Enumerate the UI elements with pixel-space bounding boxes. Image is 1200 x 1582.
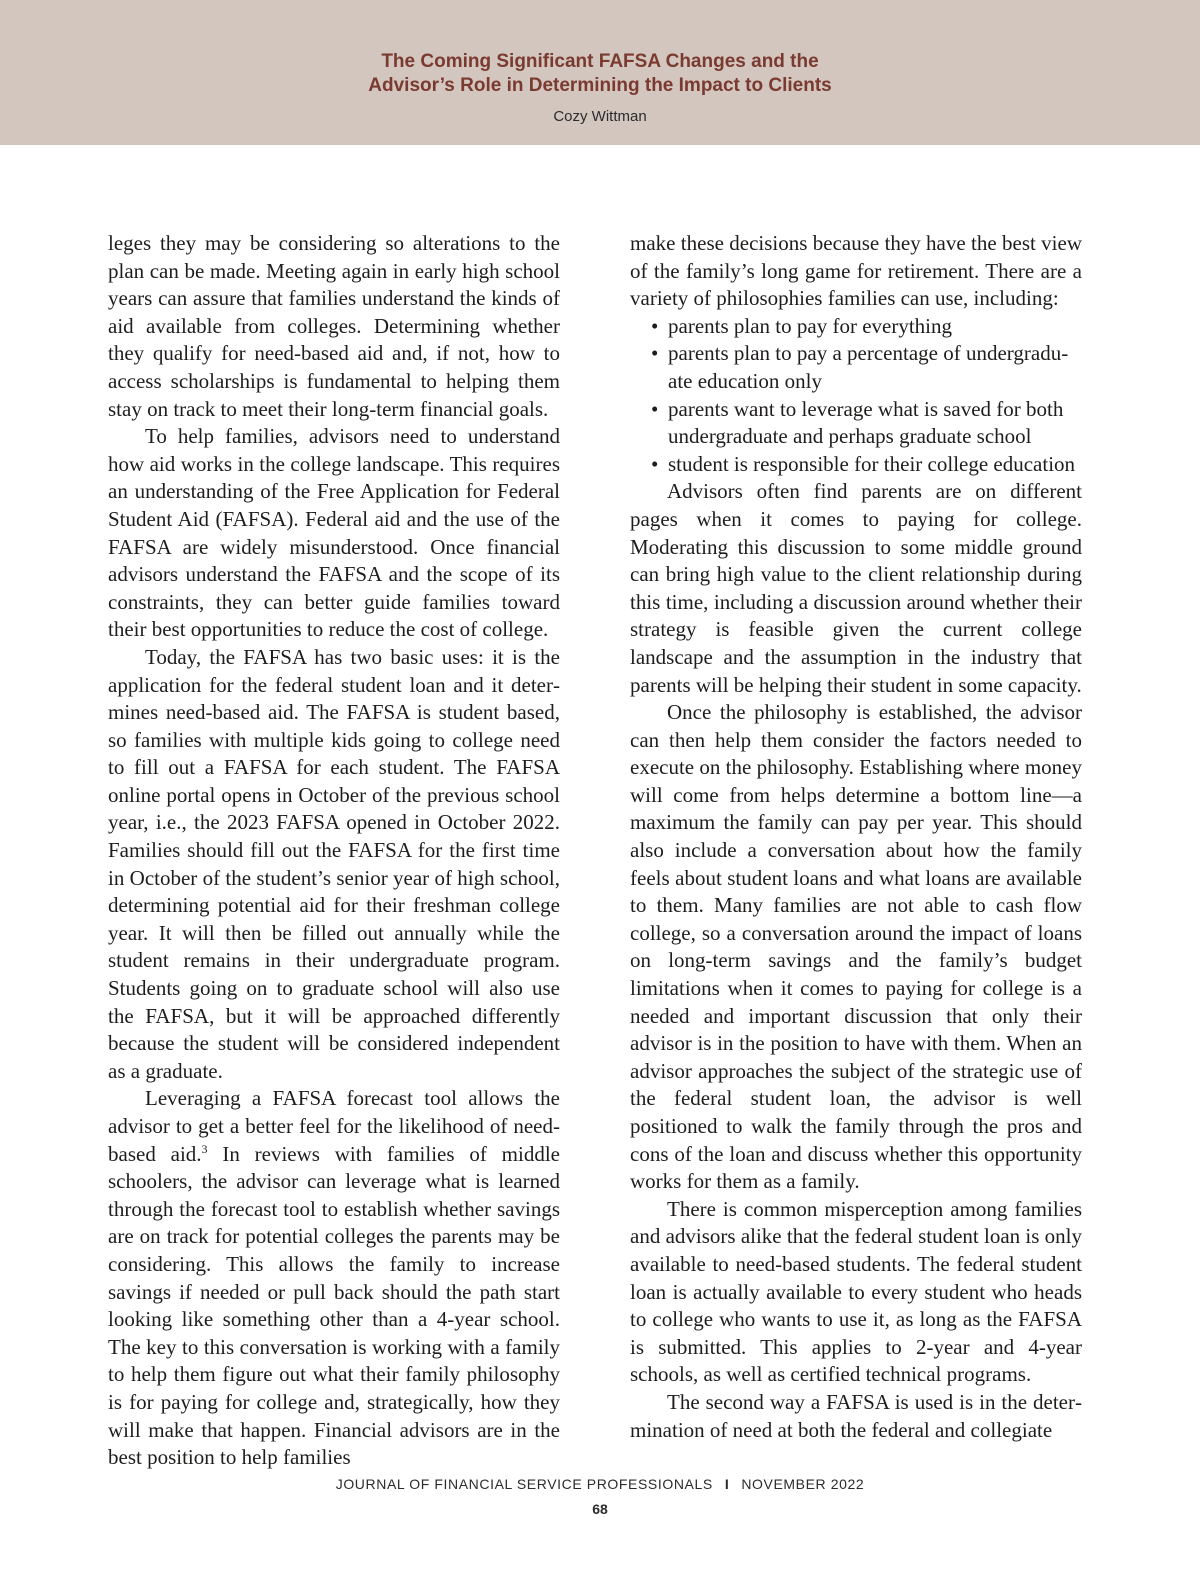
left-paragraph-4-text-a: Leveraging a FAFSA forecast tool allows the advisor to get a better feel for the likelihood of need-based aid. bbox=[108, 1086, 560, 1166]
right-column bbox=[630, 230, 1082, 1444]
right-paragraph-5: The second way a FAFSA is used is in the determination of need at both the federal and collegiate bbox=[630, 1389, 1082, 1442]
article-author: Cozy Wittman bbox=[553, 108, 647, 125]
left-paragraph-2: To help families, advisors need to understand how aid works in the college landscape. This requires an understanding of the Free Application for Federal Student Aid (FAFSA). Federal aid and the use of the FAFSA are widely misunderstood. Once financial advisors understand the FAFSA and the scope of its constraints, they can better guide families toward their best opportunities to reduce the cost of college. bbox=[108, 424, 560, 642]
footer-journal-line bbox=[0, 1476, 1200, 1492]
right-paragraph-1: make these decisions because they have the best view of the family’s long game for retirement. There are a variety of philosophies families can use, including: bbox=[630, 231, 1082, 311]
right-paragraph-3: Once the philosophy is established, the advisor can then help them consider the factors needed to execute on the philosophy. Establishing where money will come from helps determine a bottom line—a maximum the family can pay per year. This should also include a conversation about how the family feels about student loans and what loans are available to them. Many families are not able to cash flow college, so a conversation around the impact of loans on long-term savings and the family’s budget limitations when it comes to paying for college is a needed and important discussion that only their advisor is in the position to have with them. When an advisor approaches the subject of the strategic use of the federal student loan, the advisor is well positioned to walk the family through the pros and cons of the loan and discuss whether this opportunity works for them as a family. bbox=[630, 700, 1082, 1194]
bullet-item: • parents want to leverage what is saved for both undergraduate and perhaps graduate school bbox=[668, 396, 1082, 451]
philosophy-bullet-list bbox=[630, 313, 1082, 479]
left-paragraph-4 bbox=[108, 1085, 560, 1471]
article-header-band bbox=[0, 0, 1200, 145]
journal-name: JOURNAL OF FINANCIAL SERVICE PROFESSIONALS bbox=[335, 1476, 713, 1492]
bullet-item: • student is responsible for their college education bbox=[668, 451, 1082, 479]
right-paragraph-4: There is common misperception among families and advisors alike that the federal student loan is only available to need-based students. The federal student loan is actually available to every student who heads to college who wants to use it, as long as the FAFSA is submitted. This applies to 2-year and 4-year schools, as well as certified technical programs. bbox=[630, 1196, 1082, 1387]
article-title bbox=[0, 50, 1200, 98]
bullet-item: • parents plan to pay for everything bbox=[668, 313, 1082, 341]
article-title-line-2: Advisor’s Role in Determining the Impact to Clients bbox=[368, 75, 832, 96]
bullet-item: • parents plan to pay a percentage of undergraduate education only bbox=[668, 340, 1082, 395]
right-paragraph-2: Advisors often find parents are on different pages when it comes to paying for college. Moderating this discussion to some middle ground can bring high value to the client relationship during this time, including a discussion around whether their strategy is feasible given the current college landscape and the assumption in the industry that parents will be helping their student in some capacity. bbox=[630, 479, 1082, 697]
issue-date: NOVEMBER 2022 bbox=[741, 1476, 865, 1492]
footnote-marker[interactable]: 3 bbox=[201, 1141, 208, 1156]
left-paragraph-3: Today, the FAFSA has two basic uses: it is the application for the federal student loan and it determines need-based aid. The FAFSA is student based, so families with multiple kids going to college need to fill out a FAFSA for each student. The FAFSA online portal opens in October of the previous school year, i.e., the 2023 FAFSA opened in October 2022. Families should fill out the FAFSA for the first time in October of the student’s senior year of high school, determining potential aid for their freshman college year. It will then be filled out annually while the student remains in their undergraduate program. Students going on to graduate school will also use the FAFSA, but it will be approached differently because the student will be considered independent as a graduate. bbox=[108, 644, 560, 1083]
article-title-line-1: The Coming Significant FAFSA Changes and the bbox=[381, 51, 819, 72]
footer-separator: I bbox=[724, 1476, 730, 1492]
left-column bbox=[108, 230, 560, 1472]
page-number: 68 bbox=[592, 1501, 608, 1517]
left-paragraph-1: leges they may be considering so alterations to the plan can be made. Meeting again in early high school years can assure that families understand the kinds of aid available from colleges. Determining whether they qualify for need-based aid and, if not, how to access scholarships is fundamental to helping them stay on track to meet their long-term financial goals. bbox=[108, 231, 560, 421]
left-paragraph-4-text-b: In reviews with families of middle schoolers, the advisor can leverage what is learned through the forecast tool to establish whether savings are on track for potential colleges the parents may be considering. This allows the family to increase savings if needed or pull back should the path start looking like something other than a 4-year school. The key to this conversation is working with a family to help them figure out what their family philosophy is for paying for college and, strategically, how they will make that happen. Financial advisors are in the best position to help families bbox=[108, 1141, 560, 1470]
